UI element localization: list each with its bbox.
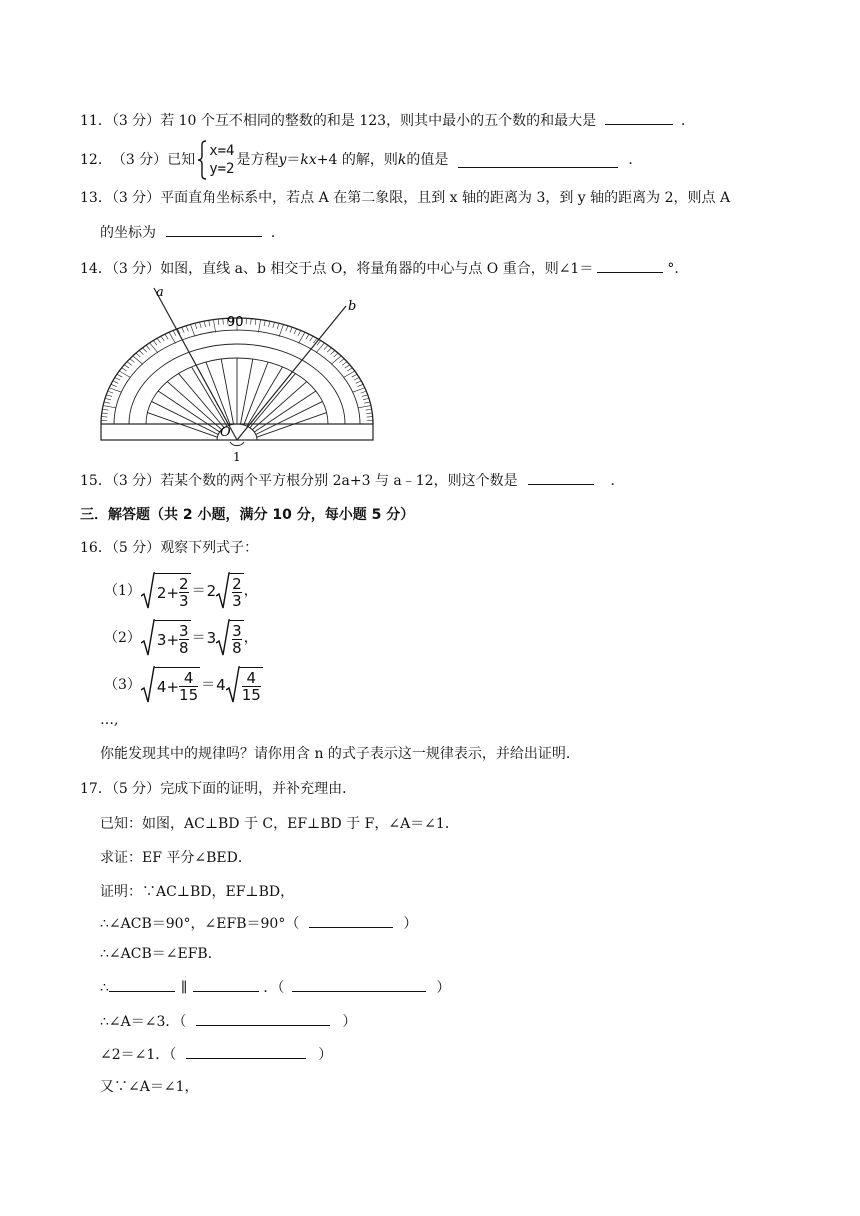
q17-prove: 求证：EF 平分∠BED． bbox=[100, 850, 252, 866]
protractor-tick bbox=[122, 368, 127, 371]
q17-number: 17． bbox=[80, 781, 112, 797]
denominator: 3 bbox=[232, 592, 242, 610]
protractor-tick bbox=[209, 320, 210, 326]
q12-eq1: x=4 bbox=[209, 143, 235, 159]
protractor-tick bbox=[324, 345, 328, 349]
protractor-rays bbox=[147, 358, 326, 437]
fraction bbox=[179, 576, 189, 609]
protractor-tick bbox=[195, 323, 197, 329]
q12-answer-blank[interactable] bbox=[458, 153, 618, 168]
protractor-tick bbox=[366, 409, 372, 410]
protractor-tick bbox=[273, 322, 275, 328]
q17-proof-6: ∠2＝∠1．（ ） bbox=[100, 1044, 332, 1065]
q17-reason-blank-3[interactable] bbox=[196, 1011, 330, 1026]
q16-line bbox=[80, 538, 258, 558]
q12-system bbox=[209, 142, 234, 178]
label-b: b bbox=[348, 299, 357, 314]
protractor-tick bbox=[108, 391, 114, 393]
protractor-tick bbox=[173, 330, 176, 335]
q17-parallel-blank-1[interactable] bbox=[109, 977, 175, 992]
protractor-tick bbox=[115, 378, 120, 381]
equals-sign: ＝ bbox=[191, 583, 206, 599]
q16-number: 16． bbox=[80, 540, 112, 556]
denominator: 8 bbox=[232, 639, 242, 657]
protractor-tick bbox=[102, 409, 108, 410]
protractor-tick bbox=[153, 340, 157, 345]
protractor-tick bbox=[316, 343, 324, 353]
protractor-tick bbox=[258, 320, 260, 333]
q11-line: 11．（3 分）若 10 个互不相同的整数的和是 123，则其中最小的五个数的和最大是 ． bbox=[80, 110, 695, 131]
protractor-tick bbox=[347, 368, 352, 371]
protractor-tick bbox=[279, 324, 283, 336]
integer-term: 4 bbox=[156, 677, 167, 696]
protractor-tick bbox=[268, 321, 269, 327]
protractor-tick bbox=[286, 326, 288, 332]
protractor-figure bbox=[96, 284, 380, 464]
radical bbox=[216, 572, 244, 610]
label-a: a bbox=[156, 285, 164, 300]
protractor-tick bbox=[136, 353, 140, 357]
q17-proof-7: 又∵∠A＝∠1， bbox=[100, 1079, 199, 1095]
formula-index: （3） bbox=[104, 677, 141, 693]
protractor-tick bbox=[200, 322, 202, 328]
protractor-tick bbox=[251, 319, 252, 325]
protractor-tick bbox=[361, 391, 367, 393]
denominator: 15 bbox=[179, 686, 199, 704]
protractor-base bbox=[101, 424, 373, 440]
protractor-tick bbox=[133, 356, 143, 364]
protractor-tick bbox=[111, 384, 117, 386]
q12-pre: 已知 bbox=[167, 152, 196, 168]
protractor-ray bbox=[240, 359, 252, 424]
protractor-tick bbox=[345, 365, 350, 368]
radical bbox=[141, 572, 191, 610]
protractor-tick bbox=[104, 402, 110, 403]
q14-line: 14．（3 分）如图，直线 a、b 相交于点 O，将量角器的中心与点 O 重合，则∠1＝ °． bbox=[80, 258, 688, 279]
protractor-tick bbox=[146, 345, 150, 349]
q17-reason-blank-1[interactable] bbox=[309, 913, 393, 928]
protractor-tick bbox=[358, 406, 371, 408]
protractor-tick bbox=[366, 413, 372, 414]
radical bbox=[141, 619, 191, 657]
q16-formula-2 bbox=[104, 617, 258, 659]
q15-text: 若某个数的两个平方根分别 2a+3 与 a﹣12，则这个数是 bbox=[160, 473, 518, 489]
q13-line2: 的坐标为 ． bbox=[100, 222, 285, 243]
protractor-ray bbox=[244, 362, 268, 425]
q11-answer-blank[interactable] bbox=[605, 110, 673, 125]
q16-ellipsis: …, bbox=[100, 712, 119, 728]
q17-proof-4: ∴ ∥ ．（ ） bbox=[100, 977, 450, 998]
protractor-tick bbox=[182, 327, 184, 332]
protractor-tick bbox=[363, 398, 369, 399]
radical bbox=[141, 666, 200, 704]
q15-line: 15．（3 分）若某个数的两个平方根分别 2a+3 与 a﹣12，则这个数是 ． bbox=[80, 470, 625, 491]
q16-formula-3 bbox=[104, 664, 263, 706]
protractor-tick bbox=[331, 350, 335, 354]
q17-line bbox=[80, 779, 356, 799]
integer-term: 2 bbox=[156, 583, 167, 602]
protractor-tick bbox=[290, 327, 292, 332]
protractor-tick bbox=[364, 402, 370, 403]
q15-answer-blank[interactable] bbox=[528, 470, 594, 485]
q13-score: （3 分） bbox=[111, 190, 161, 206]
q11-number: 11． bbox=[80, 113, 112, 129]
protractor-tick bbox=[218, 319, 219, 325]
radical bbox=[216, 619, 244, 657]
protractor-tick bbox=[356, 381, 361, 383]
numerator: 3 bbox=[179, 622, 189, 640]
protractor-tick bbox=[277, 323, 279, 329]
fraction bbox=[179, 670, 198, 703]
protractor-tick bbox=[109, 388, 121, 392]
protractor-tick bbox=[127, 362, 132, 366]
denominator: 15 bbox=[241, 686, 261, 704]
q17-proof-5: ∴∠A＝∠3．（ ） bbox=[100, 1011, 356, 1032]
formula-index: （1） bbox=[104, 583, 141, 599]
q16-score: （5 分） bbox=[111, 540, 161, 556]
protractor-tick bbox=[299, 332, 306, 343]
protractor-tick bbox=[327, 348, 331, 352]
fraction bbox=[232, 576, 242, 609]
comma: ， bbox=[243, 630, 258, 646]
protractor-tick bbox=[213, 320, 215, 333]
protractor-tick bbox=[150, 343, 158, 353]
q16-intro: 观察下列式子： bbox=[160, 540, 259, 556]
equals-sign: ＝ bbox=[191, 630, 206, 646]
protractor-tick bbox=[264, 320, 265, 326]
q14-score: （3 分） bbox=[111, 261, 161, 277]
protractor-tick bbox=[157, 338, 161, 343]
protractor-tick bbox=[165, 334, 168, 339]
q12-line: 12． （3 分） 已知 x=4 y=2 是方程 y ＝ kx +4 的解，则 k 的值是 ． bbox=[80, 138, 642, 182]
protractor-tick bbox=[102, 413, 108, 414]
protractor-tick bbox=[103, 406, 116, 408]
q11-text: 若 10 个互不相同的整数的和是 123，则其中最小的五个数的和最大是 bbox=[160, 113, 597, 129]
protractor-tick bbox=[310, 336, 313, 341]
q17-proof-2: ∴∠ACB＝90°，∠EFB＝90°（ ） bbox=[100, 913, 417, 934]
protractor-tick bbox=[298, 330, 301, 335]
coefficient: 4 bbox=[216, 676, 226, 694]
label-1: 1 bbox=[233, 450, 241, 464]
equals-sign: ＝ bbox=[201, 677, 216, 693]
numerator: 4 bbox=[246, 669, 256, 687]
protractor-tick bbox=[204, 321, 205, 327]
q13-answer-blank[interactable] bbox=[166, 222, 262, 237]
numerator: 2 bbox=[232, 575, 242, 593]
protractor-tick bbox=[353, 388, 365, 392]
protractor-tick bbox=[124, 365, 129, 368]
q12-eq2: y=2 bbox=[209, 161, 235, 177]
section-3-title: 三．解答题（共 2 小题，满分 10 分，每小题 5 分） bbox=[80, 507, 415, 523]
fraction bbox=[232, 623, 242, 656]
line-b bbox=[237, 306, 346, 440]
protractor-tick bbox=[358, 384, 364, 386]
protractor-tick bbox=[354, 378, 359, 381]
q14-answer-blank[interactable] bbox=[597, 258, 663, 273]
plus-sign: + bbox=[166, 677, 180, 696]
q13-number: 13． bbox=[80, 190, 112, 206]
line-a bbox=[154, 288, 237, 440]
formula-index: （2） bbox=[104, 630, 141, 646]
protractor-tick bbox=[294, 329, 297, 334]
protractor-tick bbox=[169, 332, 176, 343]
coefficient: 3 bbox=[206, 629, 217, 647]
protractor-tick bbox=[161, 336, 164, 341]
q17-reason-blank-2[interactable] bbox=[292, 977, 426, 992]
numerator: 2 bbox=[179, 575, 189, 593]
protractor-tick bbox=[117, 374, 122, 377]
protractor-tick bbox=[331, 356, 341, 364]
q17-given: 已知：如图，AC⊥BD 于 C，EF⊥BD 于 F，∠A＝∠1． bbox=[100, 816, 459, 832]
protractor-tick bbox=[113, 381, 118, 383]
plus-sign: + bbox=[166, 583, 180, 602]
fraction bbox=[242, 670, 261, 703]
label-90: 90 bbox=[227, 315, 244, 330]
protractor-tick bbox=[190, 324, 194, 336]
q17-reason-blank-4[interactable] bbox=[186, 1044, 306, 1059]
protractor-tick bbox=[362, 395, 368, 397]
numerator: 3 bbox=[232, 622, 242, 640]
comma: ， bbox=[243, 583, 258, 599]
protractor-tick bbox=[223, 319, 224, 325]
q17-proof-1: 证明：∵AC⊥BD，EF⊥BD， bbox=[100, 884, 295, 900]
protractor-tick bbox=[106, 395, 112, 397]
protractor-tick bbox=[339, 359, 344, 363]
protractor-tick bbox=[130, 359, 135, 363]
protractor-tick bbox=[139, 350, 143, 354]
fraction bbox=[179, 623, 189, 656]
q12-score: （3 分） bbox=[111, 152, 168, 168]
integer-term: 3 bbox=[156, 630, 167, 649]
brace-icon bbox=[197, 140, 207, 180]
q13-text: 平面直角坐标系中，若点 A 在第二象限，且到 x 轴的距离为 3，到 y 轴的距离为 2，则点 A bbox=[160, 190, 731, 206]
q14-number: 14． bbox=[80, 261, 112, 277]
q17-parallel-blank-2[interactable] bbox=[193, 977, 259, 992]
denominator: 3 bbox=[179, 592, 189, 610]
q15-score: （3 分） bbox=[111, 473, 161, 489]
q17-intro: 完成下面的证明，并补充理由． bbox=[160, 781, 357, 797]
q17-score: （5 分） bbox=[111, 781, 161, 797]
protractor-tick bbox=[255, 319, 256, 325]
q16-question: 你能发现其中的规律吗？请你用含 n 的式子表示这一规律表示，并给出证明． bbox=[100, 746, 580, 762]
label-o: O bbox=[220, 425, 231, 440]
numerator: 4 bbox=[183, 669, 194, 687]
protractor-tick bbox=[334, 353, 338, 357]
coefficient: 2 bbox=[206, 582, 217, 600]
q14-text: 如图，直线 a、b 相交于点 O，将量角器的中心与点 O 重合，则∠1＝ bbox=[160, 261, 594, 277]
q16-formula-1 bbox=[104, 570, 258, 612]
q12-number: 12． bbox=[80, 152, 112, 168]
denominator: 8 bbox=[179, 639, 189, 657]
protractor-tick bbox=[352, 374, 357, 377]
protractor-ray bbox=[206, 362, 230, 425]
protractor-tick bbox=[186, 326, 188, 332]
protractor-tick bbox=[342, 362, 347, 366]
plus-sign: + bbox=[166, 630, 180, 649]
q17-proof-3: ∴∠ACB＝∠EFB． bbox=[100, 946, 222, 962]
q15-number: 15． bbox=[80, 473, 112, 489]
q13-line1 bbox=[80, 188, 730, 208]
protractor-tick bbox=[143, 348, 147, 352]
q11-score: （3 分） bbox=[111, 113, 161, 129]
protractor-tick bbox=[306, 334, 309, 339]
radical bbox=[226, 666, 263, 704]
protractor-tick bbox=[105, 398, 111, 399]
